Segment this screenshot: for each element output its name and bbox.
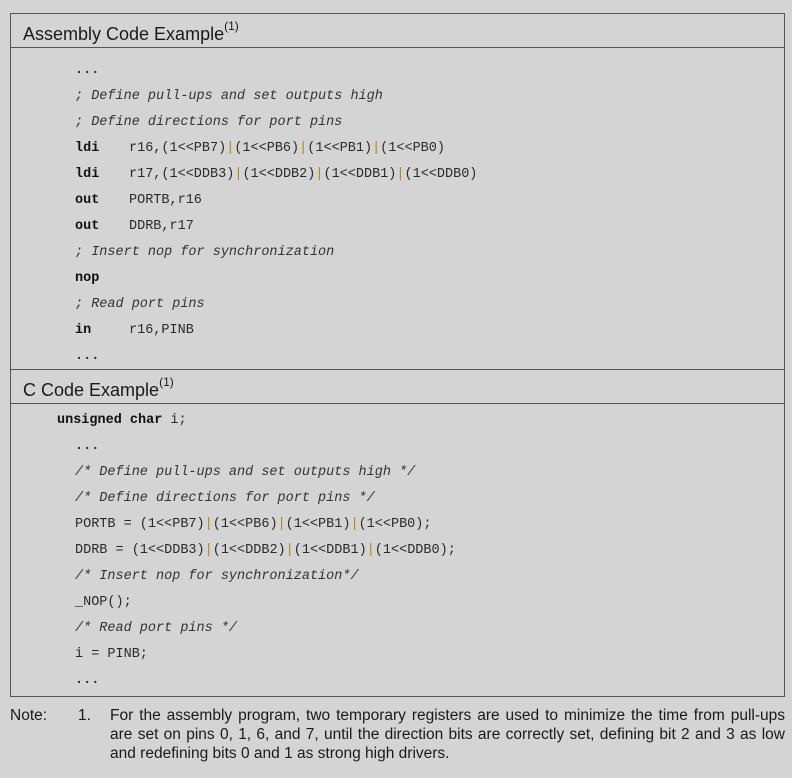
note-number: 1. bbox=[78, 707, 91, 724]
code-comment: /* Insert nop for synchronization*/ bbox=[75, 569, 359, 584]
c-code-line bbox=[11, 642, 784, 668]
c-code-line bbox=[11, 564, 784, 590]
asm-code-line bbox=[11, 162, 784, 188]
c-code-block bbox=[11, 404, 784, 696]
instruction-mnemonic: ldi bbox=[75, 141, 100, 156]
asm-code-line bbox=[11, 110, 784, 136]
c-footnote-ref: (1) bbox=[159, 375, 174, 389]
instruction-mnemonic: ldi bbox=[75, 167, 100, 182]
ellipsis: ... bbox=[75, 439, 100, 454]
asm-code-line bbox=[11, 84, 784, 110]
ellipsis: ... bbox=[75, 63, 100, 78]
instruction-mnemonic: out bbox=[75, 219, 100, 234]
c-header bbox=[11, 370, 784, 404]
ellipsis: ... bbox=[75, 349, 100, 364]
c-code-line bbox=[11, 538, 784, 564]
asm-code-block bbox=[11, 48, 784, 370]
code-comment: ; Read port pins bbox=[75, 297, 205, 312]
code-example-table bbox=[10, 13, 785, 697]
instruction-mnemonic: in bbox=[75, 323, 92, 338]
code-comment: /* Define pull-ups and set outputs high */ bbox=[75, 465, 416, 480]
instruction-operands: r16,(1<<PB7)|(1<<PB6)|(1<<PB1)|(1<<PB0) bbox=[129, 141, 445, 156]
asm-code-line bbox=[11, 344, 784, 370]
code-comment: /* Read port pins */ bbox=[75, 621, 238, 636]
instruction-operands: r17,(1<<DDB3)|(1<<DDB2)|(1<<DDB1)|(1<<DDB0) bbox=[129, 167, 478, 182]
instruction-mnemonic: nop bbox=[75, 271, 100, 286]
asm-code-line bbox=[11, 318, 784, 344]
asm-code-line bbox=[11, 214, 784, 240]
code-comment: ; Define pull-ups and set outputs high bbox=[75, 89, 383, 104]
c-title: C Code Example bbox=[23, 380, 160, 400]
instruction-operands: DDRB,r17 bbox=[129, 219, 194, 234]
code-statement: DDRB = (1<<DDB3)|(1<<DDB2)|(1<<DDB1)|(1<<DDB0); bbox=[75, 543, 456, 558]
c-code-line bbox=[11, 512, 784, 538]
c-code-line bbox=[11, 668, 784, 694]
c-code-line bbox=[11, 434, 784, 460]
asm-title: Assembly Code Example bbox=[23, 24, 225, 44]
c-code-line bbox=[11, 590, 784, 616]
code-comment: ; Define directions for port pins bbox=[75, 115, 343, 130]
instruction-mnemonic: out bbox=[75, 193, 100, 208]
asm-header bbox=[11, 14, 784, 48]
code-statement: _NOP(); bbox=[75, 595, 132, 610]
code-statement: i = PINB; bbox=[75, 647, 148, 662]
asm-footnote-ref: (1) bbox=[224, 19, 239, 33]
code-comment: /* Define directions for port pins */ bbox=[75, 491, 375, 506]
asm-code-line bbox=[11, 188, 784, 214]
asm-code-line bbox=[11, 266, 784, 292]
asm-code-line bbox=[11, 58, 784, 84]
c-code-line bbox=[11, 460, 784, 486]
instruction-operands: PORTB,r16 bbox=[129, 193, 202, 208]
instruction-operands: r16,PINB bbox=[129, 323, 194, 338]
type-keyword: unsigned char bbox=[57, 413, 163, 428]
asm-code-line bbox=[11, 292, 784, 318]
c-code-line bbox=[11, 616, 784, 642]
note-text: For the assembly program, two temporary registers are used to minimize the time from pull-ups are set on pins 0, 1, 6, and 7, until the direction bits are correctly set, defining bit 2 and 3 as low and redefining bits 0 and 1 as strong high drivers. bbox=[110, 707, 785, 762]
ellipsis: ... bbox=[75, 673, 100, 688]
c-code-line bbox=[11, 408, 784, 434]
code-statement: PORTB = (1<<PB7)|(1<<PB6)|(1<<PB1)|(1<<PB0); bbox=[75, 517, 432, 532]
variable-name: i; bbox=[162, 413, 187, 428]
asm-code-line bbox=[11, 240, 784, 266]
asm-code-line bbox=[11, 136, 784, 162]
c-code-line bbox=[11, 486, 784, 512]
note-label: Note: bbox=[10, 707, 48, 724]
code-comment: ; Insert nop for synchronization bbox=[75, 245, 335, 260]
